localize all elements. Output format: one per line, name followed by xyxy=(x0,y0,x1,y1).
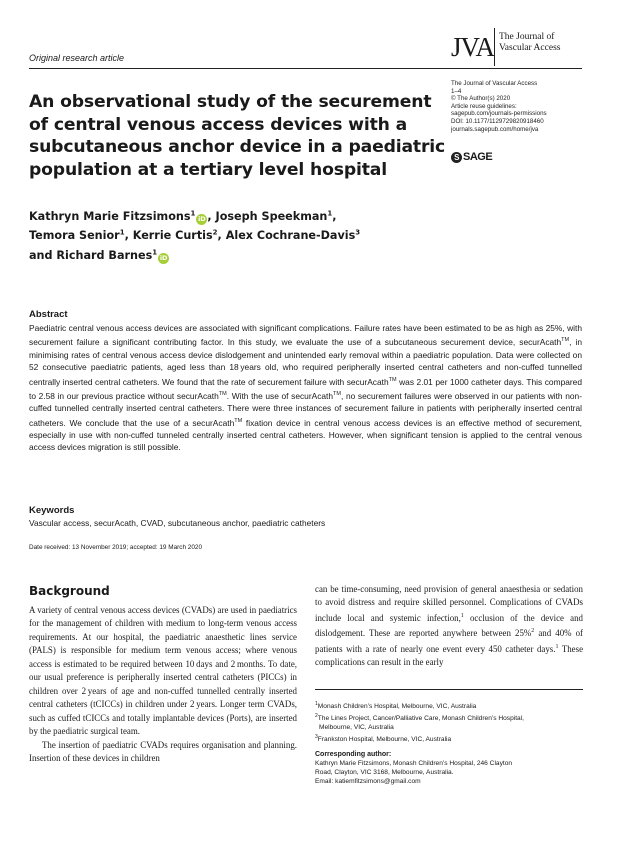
article-type-label: Original research article xyxy=(29,53,125,63)
corresponding-author-heading: Corresponding author: xyxy=(315,751,392,759)
sage-mark-icon: S xyxy=(451,152,462,163)
logo-divider xyxy=(494,28,495,66)
body-column-right xyxy=(315,583,583,670)
citation[interactable]: 2 xyxy=(531,628,535,635)
citation[interactable]: 1 xyxy=(555,643,559,650)
publisher-name: SAGE xyxy=(463,151,493,163)
paragraph: can be time-consuming, need provision of general anaesthesia or sedation to avoid distress and require skilled personnel. Complications of CVADs include local and systemic infection,$^1$ occlusion of the device and dislodgement. These are reported anywhere between 25%$^2$ and 40% of patients with a rate of nearly one event every 450 catheter days.$^1$ These complications can result in the early xyxy=(315,584,584,668)
meta-homepage-link[interactable]: journals.sagepub.com/home/jva xyxy=(451,125,539,133)
affiliation-continued: Melbourne, VIC, Australia xyxy=(319,724,394,732)
corresponding-author-address: Kathryn Marie Fitzsimons, Monash Children’s Hospital, 246 Clayton xyxy=(315,760,513,768)
paragraph: The insertion of paediatric CVADs requires organisation and planning. Insertion of these devices in children xyxy=(29,739,297,763)
journal-name-line1: The Journal of xyxy=(499,32,555,42)
affiliation: $^1$Monash Children’s Hospital, Melbourne, VIC, Australia xyxy=(315,701,477,711)
meta-pages: 1–4 xyxy=(451,87,462,95)
affiliation: $^3$Frankston Hospital, Melbourne, VIC, Australia xyxy=(315,734,452,744)
journal-name-line2: Vascular Access xyxy=(499,43,561,53)
orcid-icon[interactable]: iD xyxy=(159,254,168,263)
meta-copyright: © The Author(s) 2020 xyxy=(451,95,511,103)
journal-logo-name xyxy=(499,32,560,54)
meta-journal: The Journal of Vascular Access xyxy=(451,80,538,87)
article-title: An observational study of the securement of central venous access devices with a subcutaneous anchor device in a paediatric population at a tertiary level hospital xyxy=(29,92,446,180)
background-heading: Background xyxy=(29,584,110,598)
author: Alex Cochrane-Davis$^3$ xyxy=(225,228,361,243)
meta-doi[interactable]: DOI: 10.1177/1129729820918460 xyxy=(451,117,544,125)
publisher-logo xyxy=(451,151,492,163)
paragraph: A variety of central venous access devices (CVADs) are used in paediatrics for the management of children with medium to long-term venous access requirements. At our hospital, the paediatric anaesthetic lines service (PALS) is responsible for medium term venous access; where venous access is estimated to be required between 10 days and 2 months. To date, our usual preference is peripherally inserted central catheters (PICCs) in children over 2 years of age and non-cuffed tunnelled centrally inserted central catheters (tCICCs) in children under 2 years. Longer term CVADs, such as cuffed tCICCs and totally implantable devices (Ports), are inserted by the paediatric surgical team. xyxy=(29,605,297,737)
author: and Richard Barnes$^1$iD xyxy=(29,248,168,263)
meta-permissions-link[interactable]: sagepub.com/journals-permissions xyxy=(451,110,547,118)
meta-reuse-label: Article reuse guidelines: xyxy=(451,102,517,110)
corresponding-author-address: Road, Clayton, VIC 3168, Melbourne, Australia. xyxy=(315,769,454,776)
author-list xyxy=(29,205,449,264)
author: Joseph Speekman$^1$, xyxy=(215,209,337,223)
article-meta xyxy=(451,80,547,133)
footnotes xyxy=(315,700,590,787)
abstract-text: Paediatric central venous access devices are associated with significant complications. Failure rates have been estimated to be as high as 25%, with securement failure a significant contributing factor. In this study, we evaluate the use of a subcutaneous securement device, securAcath™, in minimising rates of central venous access device dislodgement and unintended early removal within a paediatric population. Data were collected on 52 consecutive paediatric patients, aged less than 18 years old, who required peripherally inserted central catheters and non-cuffed tunnelled centrally inserted central catheters. We found that the rate of securement failure with securAcath™ was 2.01 per 1000 catheter days. This compared to 2.58 in our previous practice without securAcath™. With the use of securAcath™, no securement failures were observed in our patients with non-cuffed tunnelled centrally inserted central catheters. There were three instances of securement failure in patients with peripherally inserted central catheters. We conclude that the use of a securAcath™ fixation device in central venous access devices is an effective method of securement, especially in use with non-cuffed tunneled centrally inserted central catheters. However, when significant tension is applied to the central venous access devices migration is still possible. xyxy=(29,323,582,453)
abstract-heading: Abstract xyxy=(29,309,68,320)
author: Kerrie Curtis$^2$, xyxy=(132,228,226,243)
affiliation: $^2$The Lines Project, Cancer/Palliative Care, Monash Children’s Hospital, xyxy=(315,713,524,723)
received-accepted-dates: Date received: 13 November 2019; accepted: 19 March 2020 xyxy=(29,544,203,551)
footnote-divider xyxy=(315,689,583,690)
corresponding-author-email[interactable]: Email: katiemfitzsimons@gmail.com xyxy=(315,777,421,785)
keywords-text: Vascular access, securAcath, CVAD, subcutaneous anchor, paediatric catheters xyxy=(29,518,326,528)
journal-logo: JVA xyxy=(451,32,495,62)
author: Temora Senior$^1$, xyxy=(29,228,133,243)
keywords-heading: Keywords xyxy=(29,505,75,516)
header-divider xyxy=(29,68,582,69)
body-column-left xyxy=(29,604,297,765)
orcid-icon[interactable]: iD xyxy=(198,214,206,223)
author: Kathryn Marie Fitzsimons$^1$iD , xyxy=(29,209,216,223)
citation[interactable]: 1 xyxy=(460,612,464,619)
